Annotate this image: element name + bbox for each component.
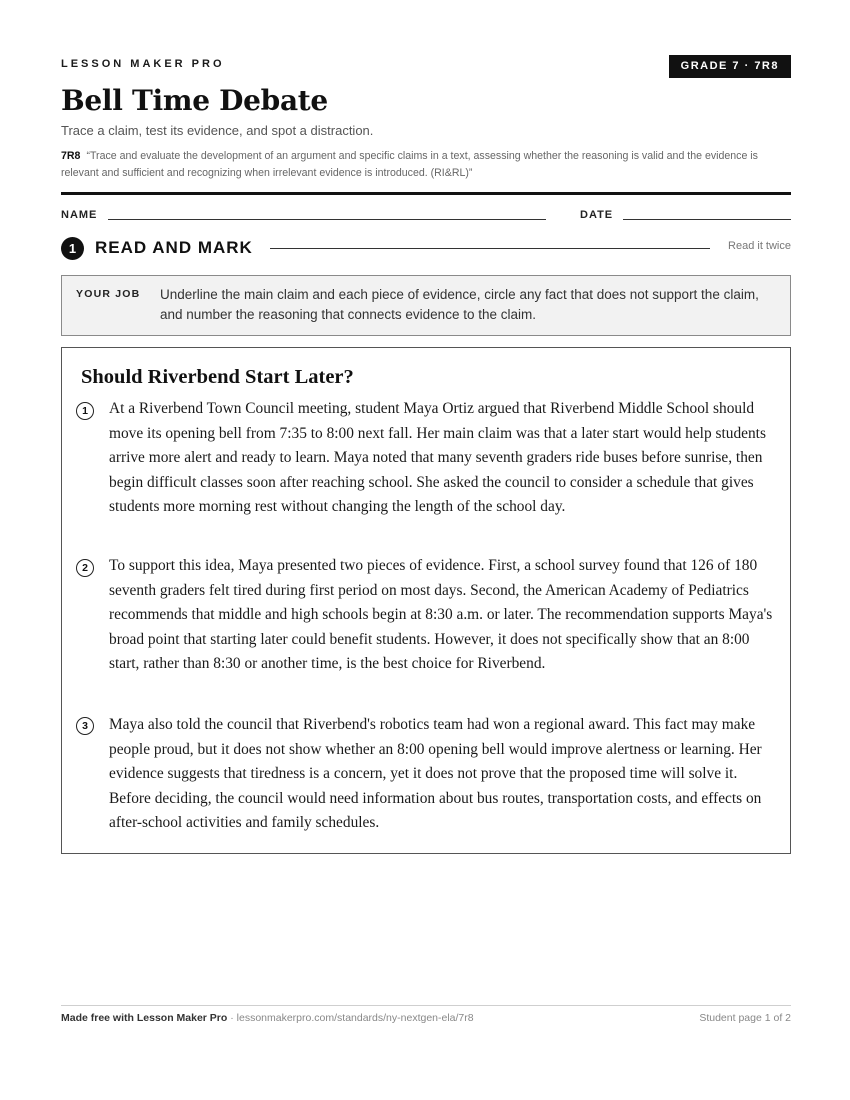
grade-badge: GRADE 7 · 7R8 [669,55,791,78]
footer-credit [61,1012,474,1024]
passage-paragraph: Maya also told the council that Riverbend's robotics team had won a regional award. This fact may make people proud, but it does not show whether an 8:00 opening bell would improve alertness or learning. Her evidence suggests that tiredness is a concern, yet it does not prove that the proposed time will solve it. Before deciding, the council would need information about bus routes, transportation costs, and effects on after-school activities and family schedules. [109,716,762,832]
section-title: READ AND MARK [95,238,253,257]
footer-made-with: Made free with Lesson Maker Pro [61,1012,228,1024]
job-label: YOUR JOB [76,288,141,300]
section-number-badge: 1 [61,237,84,260]
reading-passage-box [61,347,791,854]
worksheet-page [61,0,791,1100]
passage-title: Should Riverbend Start Later? [81,366,354,388]
standard-code: 7R8 [61,150,81,162]
header-divider [61,192,791,195]
footer-url[interactable]: lessonmakerpro.com/standards/ny-nextgen-ela/7r8 [236,1012,474,1024]
footer-separator: · [227,1012,237,1024]
job-instructions-box [61,275,791,336]
section-note: Read it twice [728,240,791,252]
brand-name: LESSON MAKER PRO [61,58,225,70]
paragraph-number: 3 [76,717,94,735]
standard-statement [61,148,791,182]
section-divider [270,248,710,249]
job-text: Underline the main claim and each piece of evidence, circle any fact that does not support the claim, and number the reasoning that connects evidence to the claim. [160,287,759,322]
passage-paragraph: To support this idea, Maya presented two pieces of evidence. First, a school survey found that 126 of 180 seventh graders felt tired during first period on most days. Second, the American Academy of Pediatrics recommends that middle and high schools begin at 8:30 a.m. or later. The recommendation supports Maya's broad point that starting later could benefit students. However, it does not specifically show that an 8:00 start, rather than 8:30 or another time, is the best choice for Riverbend. [109,557,773,673]
name-field[interactable] [108,219,546,220]
name-label: NAME [61,209,98,221]
page-subtitle: Trace a claim, test its evidence, and spot a distraction. [61,123,374,138]
name-date-row [61,207,791,223]
standard-text: “Trace and evaluate the development of an argument and specific claims in a text, assessing whether the reasoning is valid and the evidence is relevant and sufficient and recognizing when irrelevant evidence is introduced. (RI&RL)” [61,150,758,179]
paragraph-number: 1 [76,402,94,420]
page-indicator: Student page 1 of 2 [699,1012,791,1024]
date-label: DATE [580,209,614,221]
section-header [61,236,791,260]
top-bar [61,55,791,79]
passage-paragraph: At a Riverbend Town Council meeting, student Maya Ortiz argued that Riverbend Middle School should move its opening bell from 7:35 to 8:00 next fall. Her main claim was that a later start would help students arrive more alert and ready to learn. Maya noted that many seventh graders ride buses before sunrise, then begin difficult classes soon after reaching school. She asked the council to consider a schedule that gives students more morning rest without changing the length of the school day. [109,400,766,516]
page-title: Bell Time Debate [61,84,328,117]
date-field[interactable] [623,219,791,220]
paragraph-number: 2 [76,559,94,577]
footer-divider [61,1005,791,1006]
